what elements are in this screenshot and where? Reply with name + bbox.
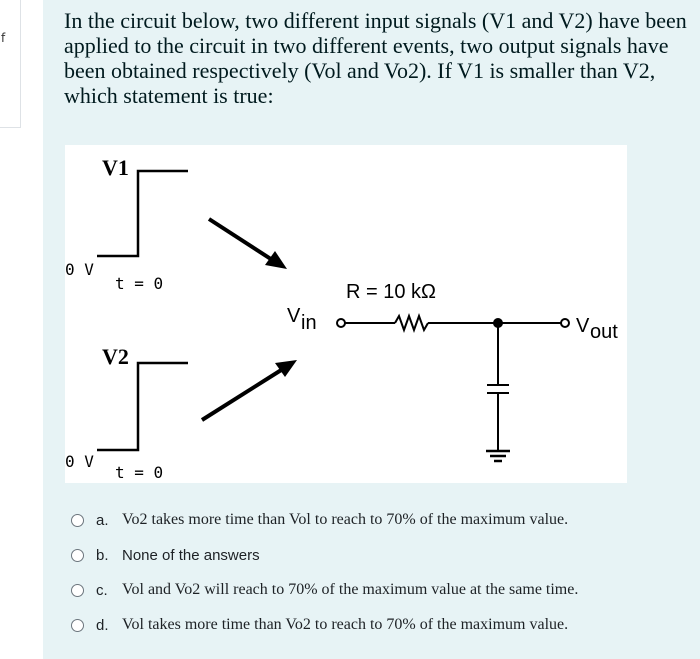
vout-terminal — [561, 319, 569, 327]
v1-label: V1 — [102, 155, 129, 180]
answer-text: None of the answers — [122, 546, 260, 564]
answer-letter: a. — [96, 511, 109, 529]
v2-label: V2 — [102, 344, 129, 369]
answer-option-a[interactable] — [71, 505, 568, 535]
answer-option-b[interactable] — [71, 540, 260, 570]
vin-terminal — [337, 319, 345, 327]
answer-text: Vo2 takes more time than Vol to reach to 70% of the maximum value. — [122, 511, 569, 528]
question-text: In the circuit below, two different input signals (V1 and V2) have been applied to the circuit in two different events, two output signals have been obtained respectively (Vol and Vo2). If V1 is smaller than V2, which statement is true: — [64, 8, 687, 108]
v1-zero-volt-label: 0 V — [65, 260, 94, 279]
radio-button-b[interactable] — [71, 549, 84, 562]
answer-letter: c. — [96, 581, 108, 599]
vout-subscript: out — [590, 321, 618, 343]
answer-option-c[interactable] — [71, 575, 578, 605]
resistor-symbol — [395, 316, 428, 330]
v2-step-waveform — [97, 363, 188, 450]
circuit-diagram — [65, 145, 627, 483]
radio-button-d[interactable] — [71, 619, 84, 632]
vin-subscript: in — [301, 312, 317, 334]
v2-t-zero-label: t = 0 — [115, 463, 164, 482]
circuit-wiring — [337, 316, 569, 461]
answer-letter: b. — [96, 546, 109, 564]
resistor-label: R = 10 kΩ — [346, 281, 436, 303]
arrow-v2-to-vin — [202, 360, 297, 420]
side-panel-text: f — [1, 31, 6, 45]
answer-text: Vol takes more time than Vo2 to reach to 70% of the maximum value. — [122, 616, 569, 633]
answer-text: Vol and Vo2 will reach to 70% of the maximum value at the same time. — [122, 581, 579, 598]
v2-zero-volt-label: 0 V — [65, 452, 94, 471]
answer-letter: d. — [96, 616, 109, 634]
vout-label: V — [576, 315, 590, 337]
v1-t-zero-label: t = 0 — [115, 274, 164, 293]
side-panel — [0, 0, 21, 128]
answer-option-d[interactable] — [71, 610, 568, 640]
question-panel — [43, 0, 700, 659]
vin-label: V — [287, 305, 301, 327]
arrow-v1-to-vin — [209, 219, 287, 269]
circuit-figure — [65, 145, 627, 483]
radio-button-a[interactable] — [71, 514, 84, 527]
v1-step-waveform — [97, 171, 188, 256]
radio-button-c[interactable] — [71, 584, 84, 597]
